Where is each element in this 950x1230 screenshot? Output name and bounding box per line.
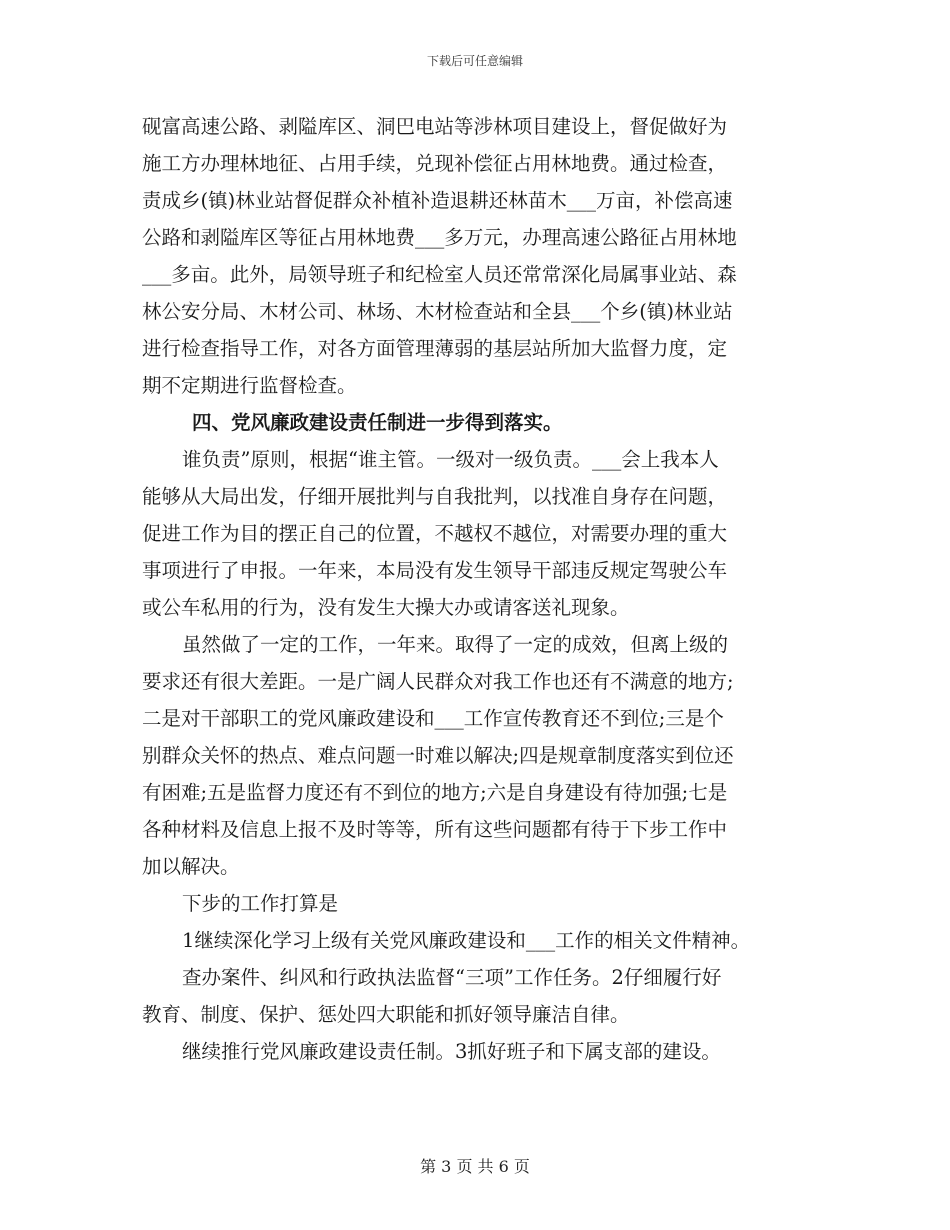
text-line: 砚富高速公路、剥隘库区、洞巴电站等涉林项目建设上，督促做好为 [142, 115, 728, 138]
text-line: 有困难;五是监督力度还有不到位的地方;六是自身建设有待加强;七是 [142, 781, 728, 804]
text-line: 别群众关怀的热点、难点问题一时难以解决;四是规章制度落实到位还 [142, 744, 734, 767]
text-line: 责成乡(镇)林业站督促群众补植补造退耕还林苗木___万亩，补偿高速 [142, 189, 733, 212]
text-line: 二是对干部职工的党风廉政建设和___工作宣传教育还不到位;三是个 [142, 707, 724, 730]
page-number: 第 3 页 共 6 页 [420, 1157, 530, 1176]
text-line: 虽然做了一定的工作，一年来。取得了一定的成效，但离上级的 [182, 633, 729, 656]
text-line: 1继续深化学习上级有关党风廉政建设和___工作的相关文件精神。 [182, 929, 751, 952]
text-line: 查办案件、纠风和行政执法监督“三项”工作任务。2仔细履行好 [182, 966, 722, 989]
text-line: 要求还有很大差距。一是广阔人民群众对我工作也还有不满意的地方; [142, 670, 734, 693]
text-line: ___多亩。此外，局领导班子和纪检室人员还常常深化局属事业站、森 [142, 263, 737, 286]
text-line: 事项进行了申报。一年来，本局没有发生领导干部违反规定驾驶公车 [142, 559, 728, 582]
text-line: 加以解决。 [142, 855, 240, 878]
text-line: 谁负责”原则，根据“谁主管。一级对一级负责。___会上我本人 [182, 448, 719, 471]
text-line: 继续推行党风廉政建设责任制。3抓好班子和下属支部的建设。 [182, 1040, 721, 1063]
section-heading: 四、党风廉政建设责任制进一步得到落实。 [192, 411, 563, 434]
text-line: 公路和剥隘库区等征占用林地费___多万元，办理高速公路征占用林地 [142, 226, 737, 249]
text-line: 林公安分局、木材公司、林场、木材检查站和全县___个乡(镇)林业站 [142, 300, 733, 323]
text-line: 进行检查指导工作，对各方面管理薄弱的基层站所加大监督力度，定 [142, 337, 728, 360]
text-line: 下步的工作打算是 [182, 892, 339, 915]
document-body [142, 108, 812, 1070]
text-line: 或公车私用的行为，没有发生大操大办或请客送礼现象。 [142, 596, 630, 619]
text-line: 施工方办理林地征、占用手续，兑现补偿征占用林地费。通过检查， [142, 152, 728, 175]
text-line: 促进工作为目的摆正自己的位置，不越权不越位，对需要办理的重大 [142, 522, 728, 545]
text-line: 能够从大局出发，仔细开展批判与自我批判，以找准自身存在问题， [142, 485, 728, 508]
text-line: 期不定期进行监督检查。 [142, 374, 357, 397]
text-line: 教育、制度、保护、惩处四大职能和抓好领导廉洁自律。 [142, 1003, 630, 1026]
text-line: 各种材料及信息上报不及时等等，所有这些问题都有待于下步工作中 [142, 818, 728, 841]
page-header-note: 下载后可任意编辑 [426, 54, 523, 68]
